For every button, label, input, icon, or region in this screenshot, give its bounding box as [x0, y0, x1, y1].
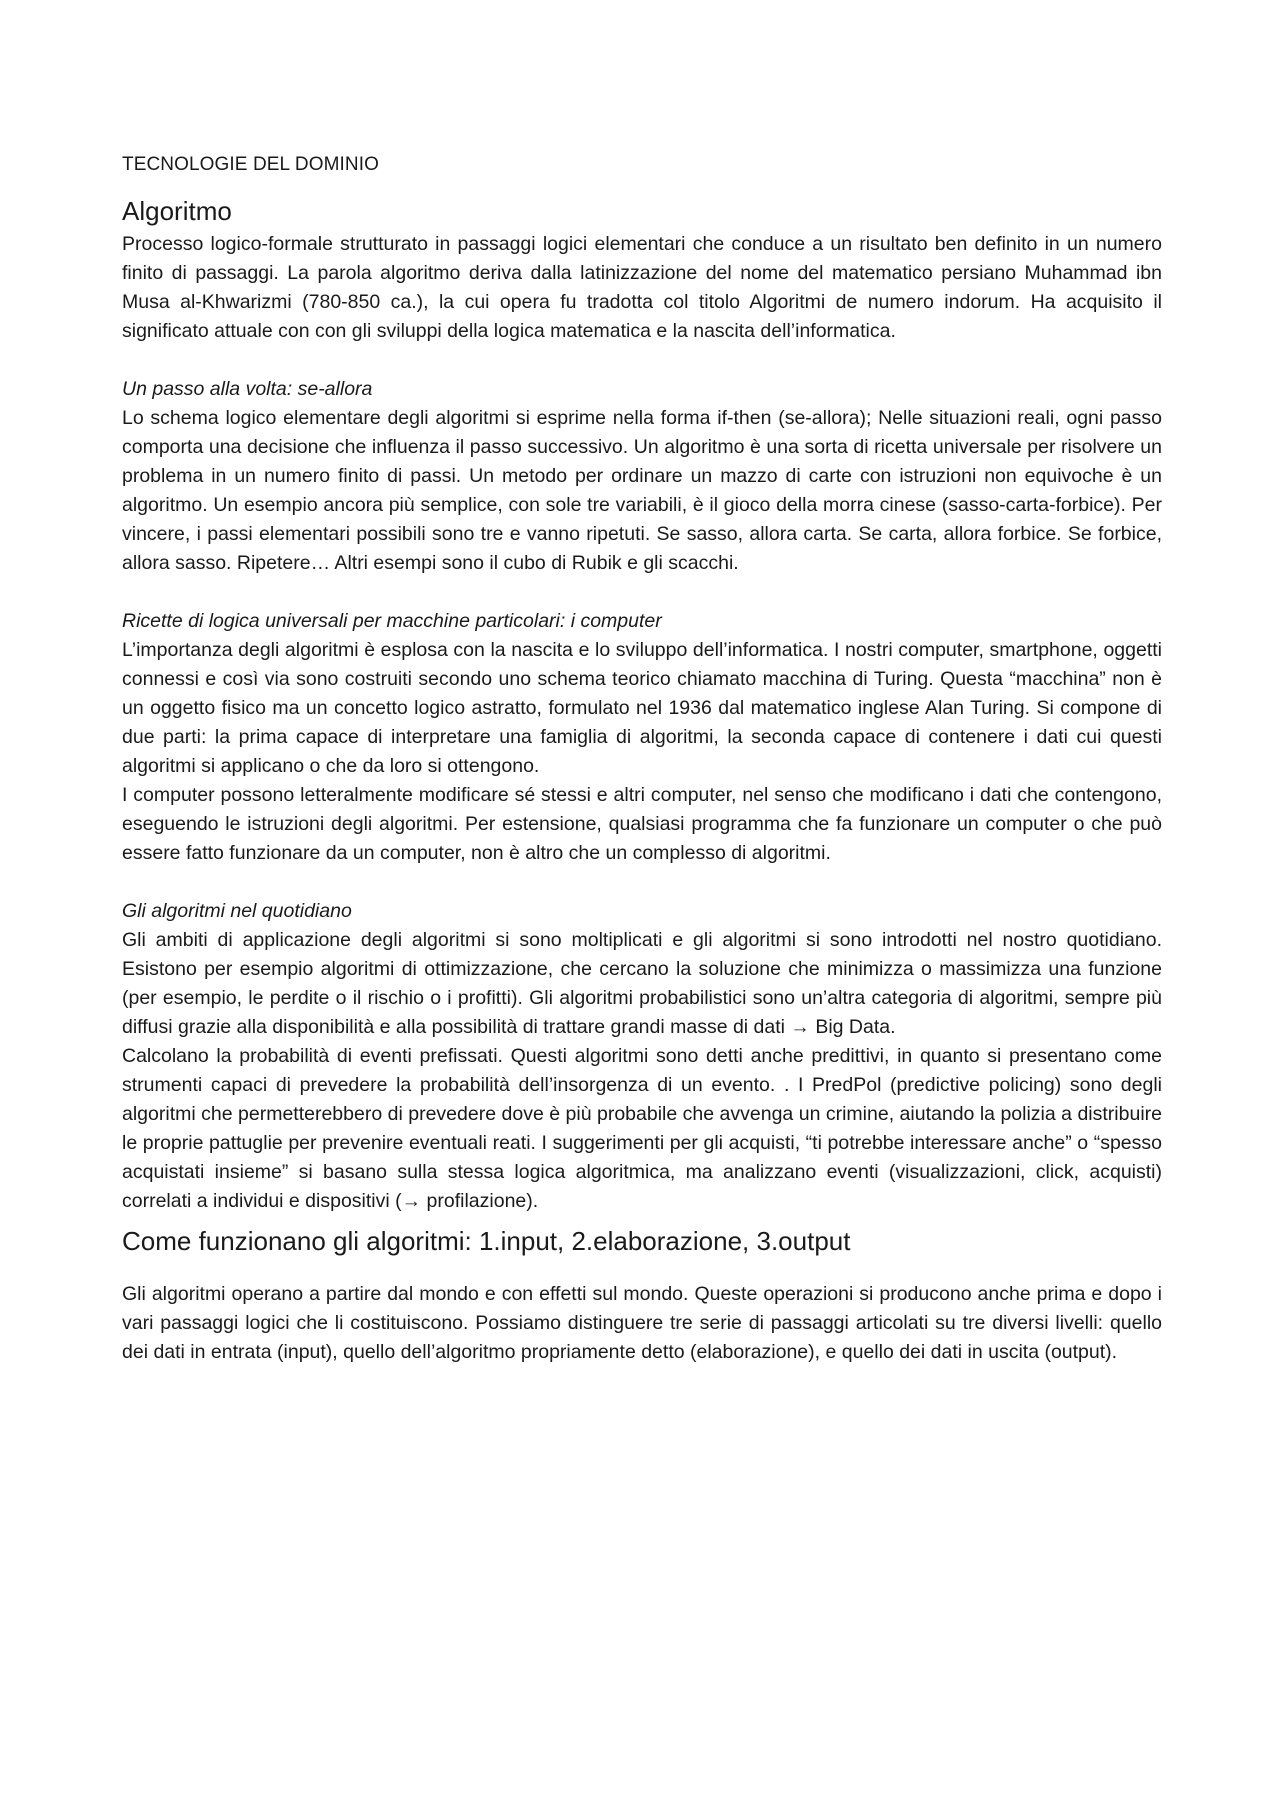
spacer — [122, 868, 1162, 897]
paragraph-se-allora: Lo schema logico elementare degli algoritmi si esprime nella forma if-then (se-allora); Nelle situazioni reali, ogni passo comporta una decisione che influenza il passo successivo. Un algoritmo è una sorta di ricetta universale per risolvere un problema in un numero finito di passi. Un metodo per ordinare un mazzo di carte con istruzioni non equivoche è un algoritmo. Un esempio ancora più semplice, con sole tre variabili, è il gioco della morra cinese (sasso-carta-forbice). Per vincere, i passi elementari possibili sono tre e vanno ripetuti. Se sasso, allora carta. Se carta, allora forbice. Se forbice, allora sasso. Ripetere… Altri esempi sono il cubo di Rubik e gli scacchi. — [122, 407, 1162, 574]
spacer — [122, 346, 1162, 375]
subsection-title-quotidiano: Gli algoritmi nel quotidiano — [122, 900, 352, 922]
paragraph-computer-2: I computer possono letteralmente modificare sé stessi e altri computer, nel senso che modificano i dati che contengono, eseguendo le istruzioni degli algoritmi. Per estensione, qualsiasi programma che fa funzionare un computer o che può essere fatto funzionare da un computer, non è altro che un complesso di algoritmi. — [122, 784, 1162, 864]
subsection-title-se-allora: Un passo alla volta: se-allora — [122, 378, 373, 400]
paragraph-quotidiano-1: Gli ambiti di applicazione degli algoritmi si sono moltiplicati e gli algoritmi si sono introdotti nel nostro quotidiano. Esistono per esempio algoritmi di ottimizzazione, che cercano la soluzione che minimizza o massimizza una funzione (per esempio, le perdite o il rischio o i profitti). Gli algoritmi probabilistici sono un’altra categoria di algoritmi, sempre più diffusi grazie alla disponibilità e alla possibilità di trattare grandi masse di dati → Big Data. — [122, 929, 1162, 1038]
paragraph-come-funzionano: Gli algoritmi operano a partire dal mondo e con effetti sul mondo. Queste operazioni si producono anche prima e dopo i vari passaggi logici che li costituiscono. Possiamo distinguere tre serie di passaggi articolati su tre diversi livelli: quello dei dati in entrata (input), quello dell’algoritmo propriamente detto (elaborazione), e quello dei dati in uscita (output). — [122, 1283, 1162, 1363]
section-title-algoritmo: Algoritmo — [122, 196, 232, 226]
paragraph-computer-1: L’importanza degli algoritmi è esplosa con la nascita e lo sviluppo dell’informatica. I nostri computer, smartphone, oggetti connessi e così via sono costruiti secondo uno schema teorico chiamato macchina di Turing. Questa “macchina” non è un oggetto fisico ma un concetto logico astratto, formulato nel 1936 dal matematico inglese Alan Turing. Si compone di due parti: la prima capace di interpretare una famiglia di algoritmi, la seconda capace di contenere i dati cui questi algoritmi si applicano o che da loro si ottengono. — [122, 639, 1162, 777]
document-header: TECNOLOGIE DEL DOMINIO — [122, 154, 379, 175]
section-title-come-funzionano: Come funzionano gli algoritmi: 1.input, 2.elaborazione, 3.output — [122, 1226, 851, 1256]
paragraph-algoritmo-definition: Processo logico-formale strutturato in passaggi logici elementari che conduce a un risultato ben definito in un numero finito di passaggi. La parola algoritmo deriva dalla latinizzazione del nome del matematico persiano Muhammad ibn Musa al-Khwarizmi (780-850 ca.), la cui opera fu tradotta col titolo Algoritmi de numero indorum. Ha acquisito il significato attuale con con gli sviluppi della logica matematica e la nascita dell’informatica. — [122, 233, 1162, 342]
document-page — [122, 152, 1162, 1367]
paragraph-quotidiano-2: Calcolano la probabilità di eventi prefissati. Questi algoritmi sono detti anche predittivi, in quanto si presentano come strumenti capaci di prevedere la probabilità dell’insorgenza di un evento. . I PredPol (predictive policing) sono degli algoritmi che permetterebbero di prevedere dove è più probabile che avvenga un crimine, aiutando la polizia a distribuire le proprie pattuglie per prevenire eventuali reati. I suggerimenti per gli acquisti, “ti potrebbe interessare anche” o “spesso acquistati insieme” si basano sulla stessa logica algoritmica, ma analizzano eventi (visualizzazioni, click, acquisti) correlati a individui e dispositivi (→ profilazione). — [122, 1045, 1162, 1212]
spacer — [122, 578, 1162, 607]
subsection-title-computer: Ricette di logica universali per macchine particolari: i computer — [122, 610, 662, 632]
